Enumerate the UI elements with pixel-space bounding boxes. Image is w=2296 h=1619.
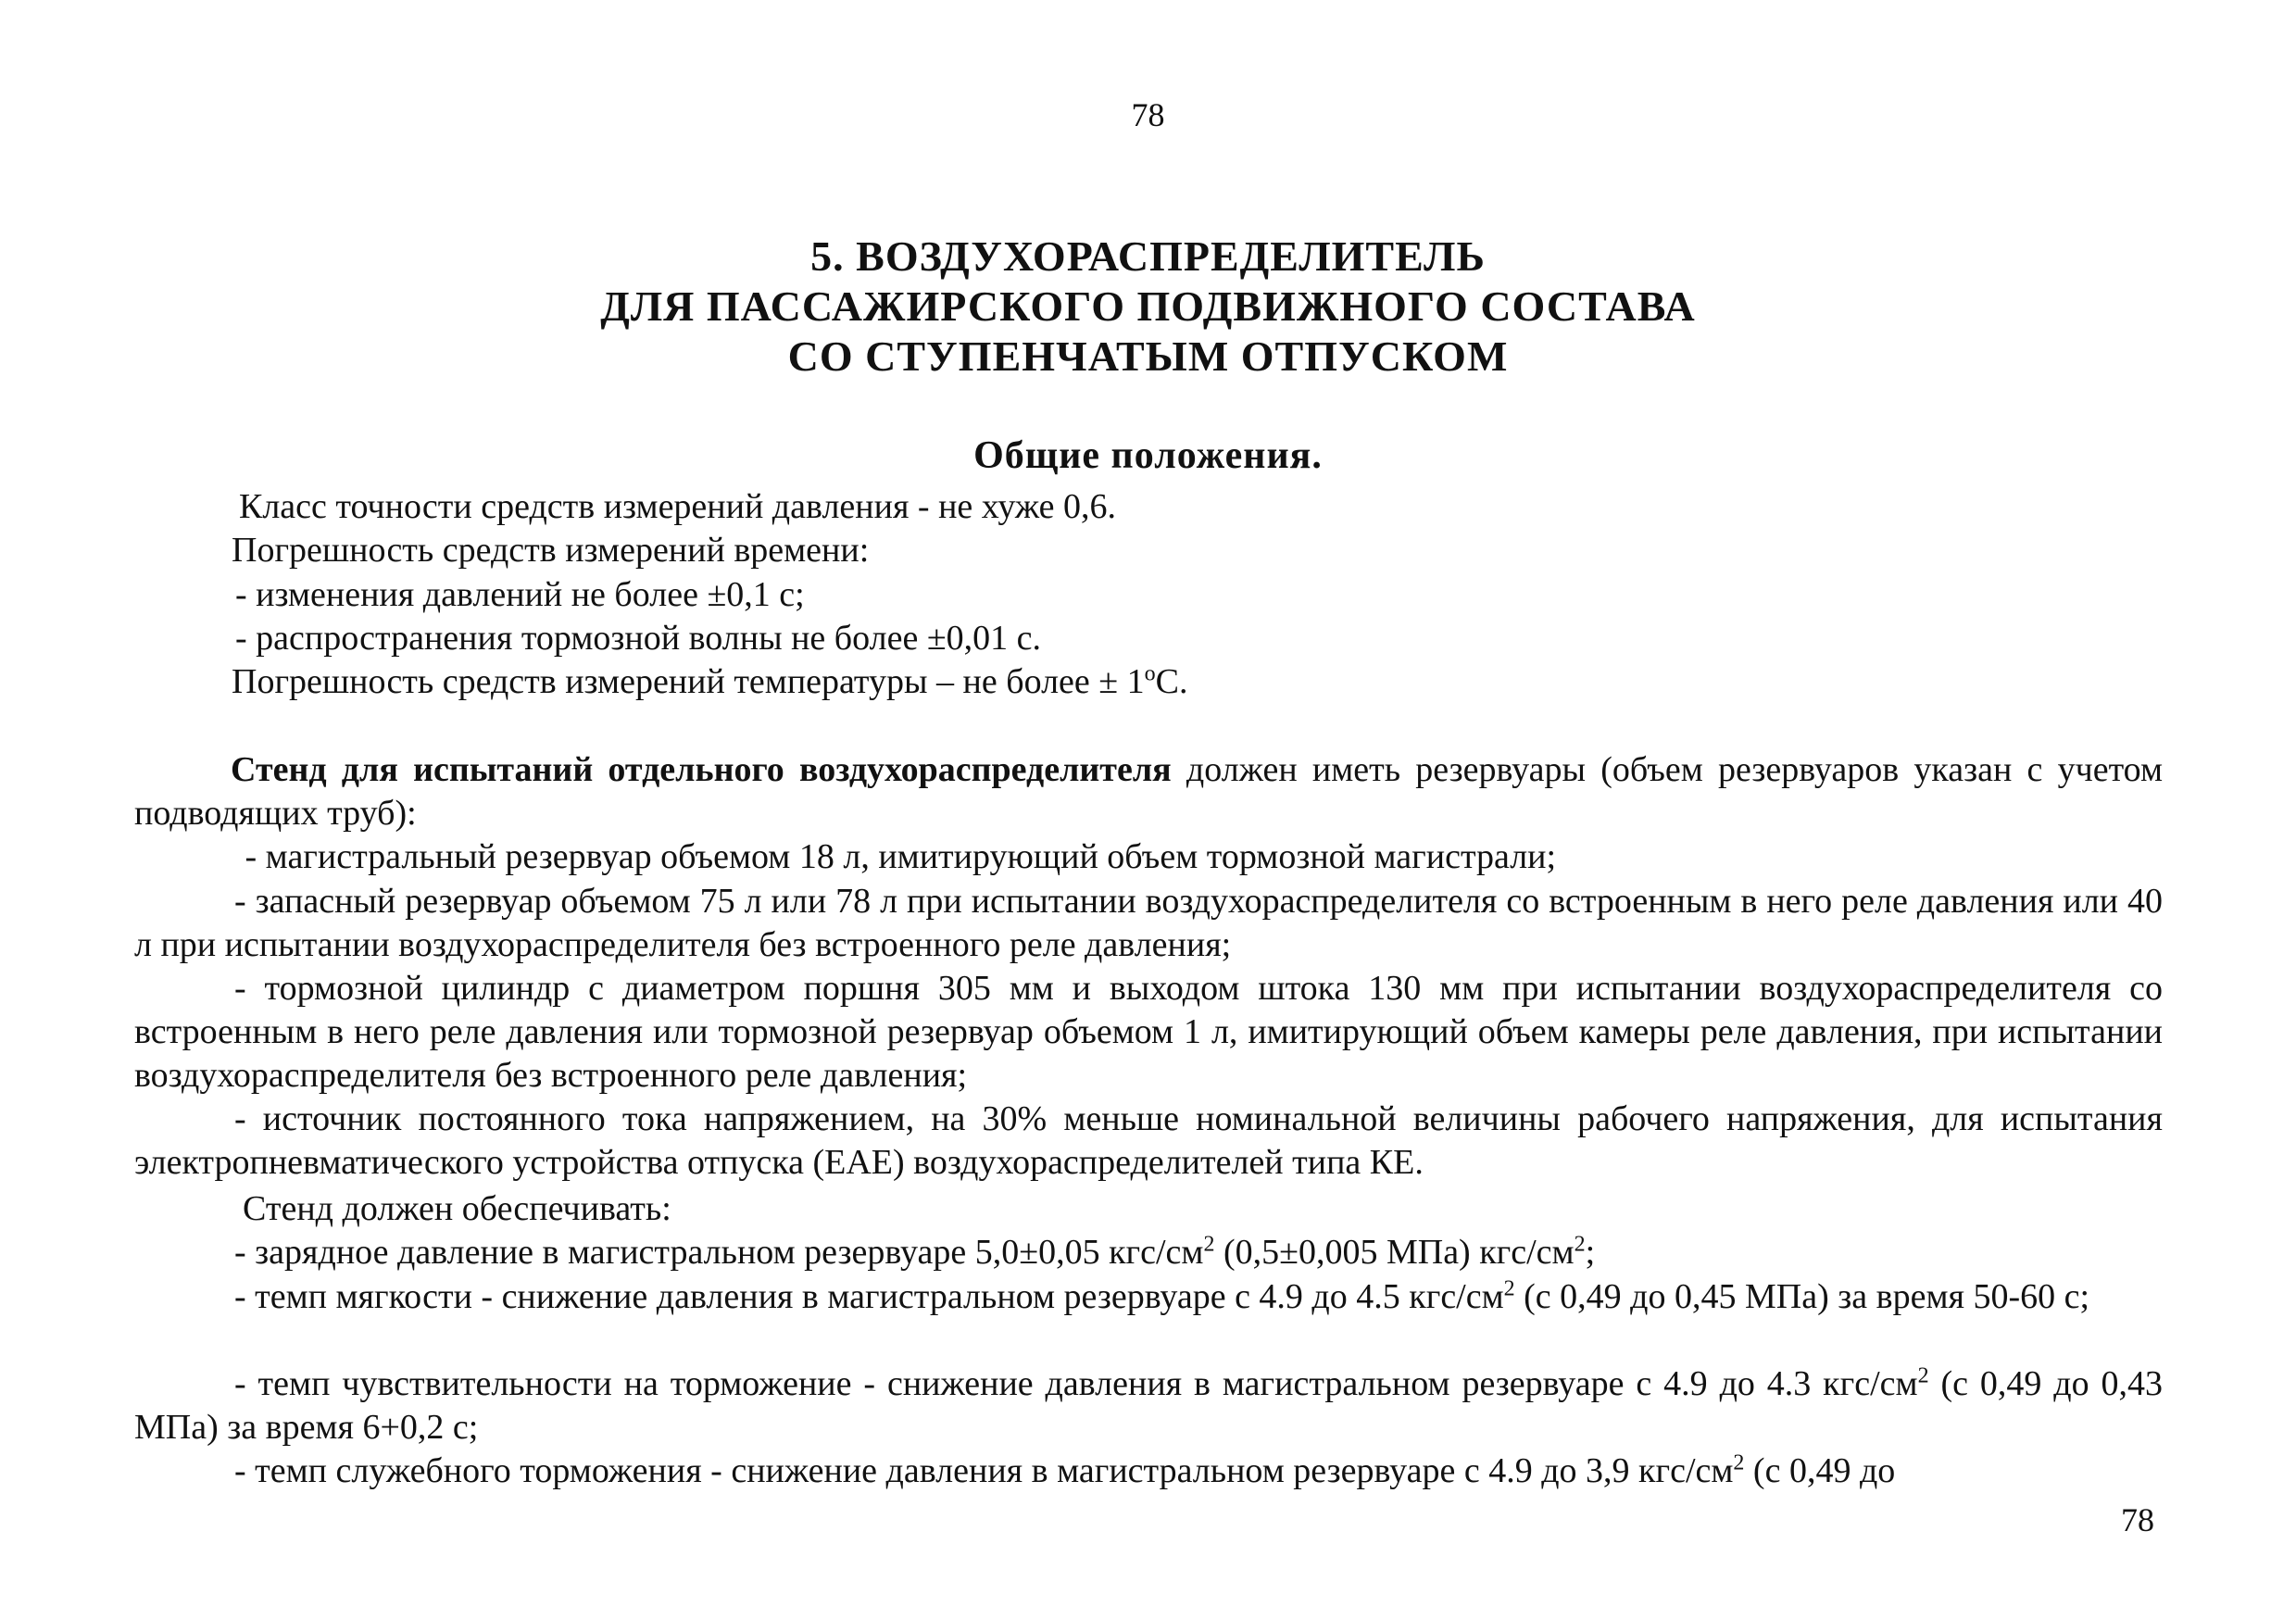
main-reservoir-item bbox=[134, 835, 2163, 879]
stand-rest-text: должен иметь резервуары (объем резервуаров указан с учетом подводящих труб): bbox=[134, 750, 2164, 833]
temperature-error-line bbox=[232, 661, 1188, 702]
title-line-3: СО СТУПЕНЧАТЫМ ОТПУСКОМ bbox=[787, 333, 1509, 380]
softness-rate-text-b: (с 0,49 до 0,45 МПа) за время 50-60 с; bbox=[1514, 1277, 2090, 1316]
service-braking-text-b: (с 0,49 до bbox=[1744, 1451, 1896, 1490]
pressure-change-line: - изменения давлений не более ±0,1 с; bbox=[235, 575, 805, 614]
charge-pressure-item bbox=[234, 1232, 1595, 1273]
title-line-1: 5. ВОЗДУХОРАСПРЕДЕЛИТЕЛЬ bbox=[810, 232, 1486, 280]
stand-paragraph bbox=[134, 748, 2163, 835]
main-reservoir-text: - магистральный резервуар объемом 18 л, имитирующий объем тормозной магистрали; bbox=[236, 837, 1557, 876]
dc-source-item bbox=[134, 1098, 2163, 1185]
accuracy-class-line: Класс точности средств измерений давления - не хуже 0,6. bbox=[239, 487, 1116, 526]
stand-bold-text: Стенд для испытаний отдельного воздухораспределителя bbox=[231, 750, 1172, 789]
sup-2: 2 bbox=[1203, 1232, 1215, 1257]
stand-must-provide-line: Стенд должен обеспечивать: bbox=[243, 1189, 671, 1228]
degree-sup: o bbox=[1144, 661, 1156, 686]
softness-rate-item bbox=[134, 1275, 2163, 1319]
sup-2: 2 bbox=[1917, 1363, 1929, 1388]
sup-2: 2 bbox=[1574, 1232, 1586, 1257]
charge-pressure-text-a: - зарядное давление в магистральном резервуаре 5,0±0,05 кгс/см bbox=[234, 1233, 1204, 1272]
brake-cylinder-item bbox=[134, 967, 2163, 1098]
supply-reservoir-text: - запасный резервуар объемом 75 л или 78 л при испытании воздухораспределителя со встроенным в него реле давления или 40 л при испытании воздухораспределителя без встроенного реле давления; bbox=[134, 882, 2163, 964]
service-braking-text-a: - темп служебного торможения - снижение давления в магистральном резервуаре с 4.9 до 3,9 кгс/см bbox=[234, 1451, 1734, 1490]
title-line-2: ДЛЯ ПАССАЖИРСКОГО ПОДВИЖНОГО СОСТАВА bbox=[600, 282, 1696, 330]
temperature-unit: С. bbox=[1155, 662, 1188, 701]
subsection-title: Общие положения. bbox=[973, 434, 1323, 477]
charge-pressure-text-c: ; bbox=[1585, 1233, 1596, 1272]
section-title bbox=[0, 232, 2296, 382]
sensitivity-rate-text-b: (с 0,49 до 0,43 МПа) за время 6+0,2 с; bbox=[134, 1364, 2164, 1447]
dc-source-text: - источник постоянного тока напряжением, на 30% меньше номинальной величины рабочего напряжения, для испытания электропневматического устройства отпуска (ЕАЕ) воздухораспределителей типа КЕ. bbox=[134, 1099, 2163, 1182]
temperature-text: Погрешность средств измерений температуры – не более ± 1 bbox=[232, 662, 1145, 701]
brake-wave-line: - распространения тормозной волны не более ±0,01 с. bbox=[235, 619, 1042, 658]
sensitivity-rate-item bbox=[134, 1362, 2163, 1450]
supply-reservoir-item bbox=[134, 880, 2163, 967]
sup-2: 2 bbox=[1503, 1276, 1515, 1301]
service-braking-item bbox=[134, 1450, 2163, 1493]
page-number-bottom: 78 bbox=[2121, 1501, 2154, 1538]
softness-rate-text-a: - темп мягкости - снижение давления в магистральном резервуаре с 4.9 до 4.5 кгс/см bbox=[234, 1277, 1504, 1316]
sensitivity-rate-text-a: - темп чувствительности на торможение - снижение давления в магистральном резервуаре с 4.9 до 4.3 кгс/см bbox=[234, 1364, 1918, 1403]
time-error-line: Погрешность средств измерений времени: bbox=[232, 531, 870, 570]
charge-pressure-text-b: (0,5±0,005 МПа) кгс/см bbox=[1214, 1233, 1575, 1272]
brake-cylinder-text: - тормозной цилиндр с диаметром поршня 305 мм и выходом штока 130 мм при испытании воздухораспределителя со встроенным в него реле давления или тормозной резервуар объемом 1 л, имитирующий объем камеры реле давления, при испытании воздухораспределителя без встроенного реле давления; bbox=[134, 969, 2163, 1095]
page-number-top: 78 bbox=[1131, 96, 1165, 133]
sup-2: 2 bbox=[1733, 1450, 1745, 1475]
